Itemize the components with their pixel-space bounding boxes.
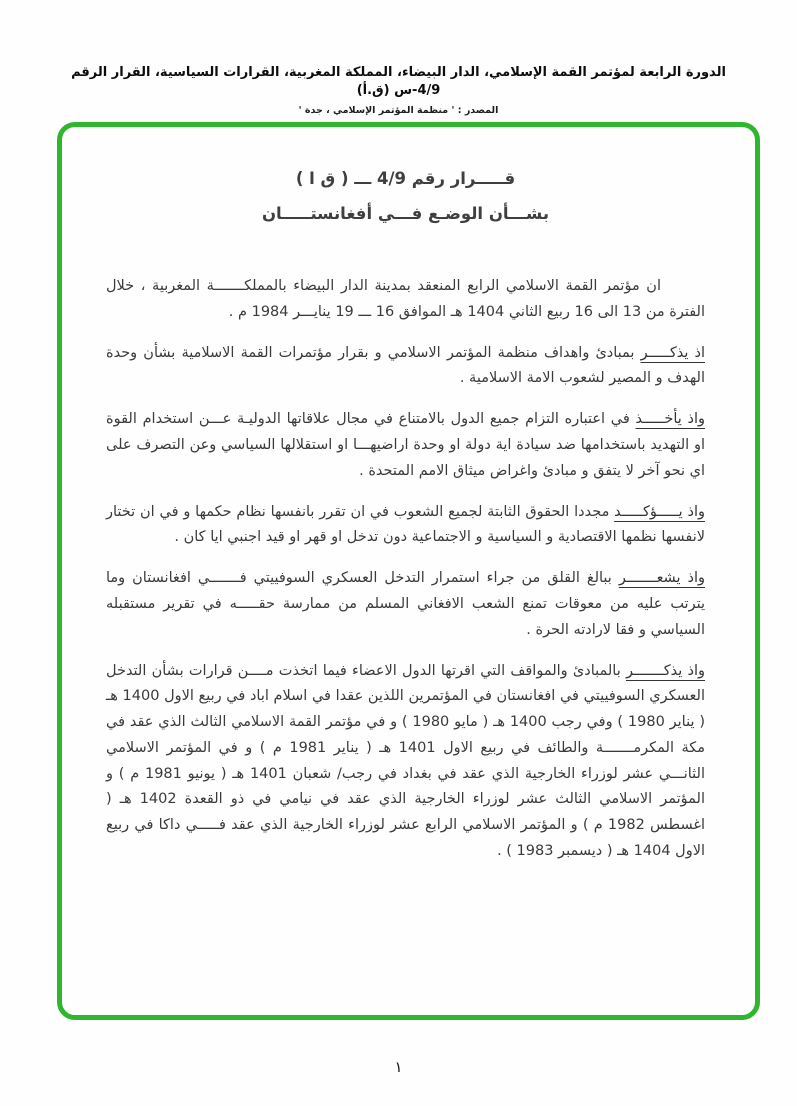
paragraph-text: بمبادئ واهداف منظمة المؤتمر الاسلامي و بقرار مؤتمرات القمة الاسلامية بشأن وحدة الهدف و المصير لشعوب الامة الاسلامية . — [106, 344, 705, 387]
paragraph-taking-into-account — [106, 407, 705, 484]
paragraph-text: ببالغ القلق من جراء استمرار التدخل العسكري السوفييتي فـــــــي افغانستان وما يترتب عليه من معوقات تمنع الشعب الافغاني المسلم من ممارسة حقـــــه في تقرير مستقبله السياسي و فقا لارادته الحرة . — [106, 570, 705, 638]
paragraph-text: في اعتباره التزام جميع الدول بالامتناع في مجال علاقاتها الدوليـة عـــن استخدام القوة او التهديد باستخدامها ضد سيادة اية دولة او وحدة اراضيهـــا او استقلالها السياسي وعن التصرف على اي نحو آخر لا يتفق و مبادئ واغراض ميثاق الامم المتحدة . — [106, 411, 705, 479]
resolution-title — [106, 161, 705, 232]
paragraph-lead: واذ يأخـــــذ — [635, 411, 706, 428]
paragraph-text: ان مؤتمر القمة الاسلامي الرابع المنعقد بمدينة الدار البيضاء بالمملكـــــــة المغربية ، خلال الفترة من 13 الى 16 ربيع الثاني 1404 هـ الموافق 16 ـــ 19 ينايـــر 1984 م . — [106, 277, 705, 320]
paragraph-recalling-resolutions — [106, 659, 705, 865]
paragraph-text: مجددا الحقوق الثابتة لجميع الشعوب في ان تقرر بانفسها نظام حكمها و في ان تختار لانفسها نظمها الاقتصادية و السياسية و الاجتماعية دون تدخل او قهر او قيد اجنبي ايا كان . — [106, 503, 705, 546]
page-number: ١ — [394, 1058, 403, 1076]
paragraph-preamble — [106, 274, 705, 326]
paragraph-lead: واذ يذكـــــــر — [625, 662, 705, 679]
paragraph-lead: اذ يذكـــــر — [640, 344, 705, 361]
document-header — [60, 64, 737, 116]
resolution-subject-line: بشـــأن الوضـع فـــي أفغانستـــــان — [261, 204, 550, 224]
paragraph-deep-concern — [106, 566, 705, 643]
paragraph-lead: واذ يـــــؤكـــــد — [614, 503, 705, 520]
paragraph-recalling-principles — [106, 341, 705, 393]
paragraph-reaffirming-rights — [106, 500, 705, 552]
paragraph-lead: واذ يشعـــــــر — [618, 570, 705, 587]
resolution-number-line: قـــــرار رقم 4/9 ـــ ( ق ا ) — [295, 169, 516, 188]
paragraph-text: بالمبادئ والمواقف التي اقرتها الدول الاعضاء فيما اتخذت مــــن قرارات بشأن التدخل العسكري السوفييتي في افغانستان في المؤتمرين اللذين عقدا في اسلام اباد في ربيع الاول 1400 هـ ( يناير 1980 ) وفي رجب 1400 هـ ( مايو 1980 ) و في مؤتمر القمة الاسلامي الثالث الذي عقد في مكة المكرمـــــــة والطائف في ربيع الاول 1401 هـ ( يناير 1981 م ) و في المؤتمر الاسلامي الثانـــي عشر لوزراء الخارجية الذي عقد في بغداد في رجب/ شعبان 1401 هـ ( يونيو 1981 م ) و المؤتمر الاسلامي الثالث عشر لوزراء الخارجية الذي عقد في نيامي في ذو القعدة 1402 هـ ( اغسطس 1982 م ) و المؤتمر الاسلامي الرابع عشر لوزراء الخارجية الذي عقد فـــــي داكا في ربيع الاول 1404 هـ ( ديسمبر 1983 ) . — [106, 662, 706, 860]
header-title: الدورة الرابعة لمؤتمر القمة الإسلامي، الدار البيضاء، المملكة المغربية، القرارات السياسية، القرار الرقم 4/9-س (ق.أ) — [71, 65, 726, 99]
resolution-frame — [57, 122, 760, 1020]
header-source: المصدر : ' منظمة المؤتمر الإسلامي ، جدة ' — [298, 105, 499, 117]
resolution-body — [106, 274, 705, 865]
